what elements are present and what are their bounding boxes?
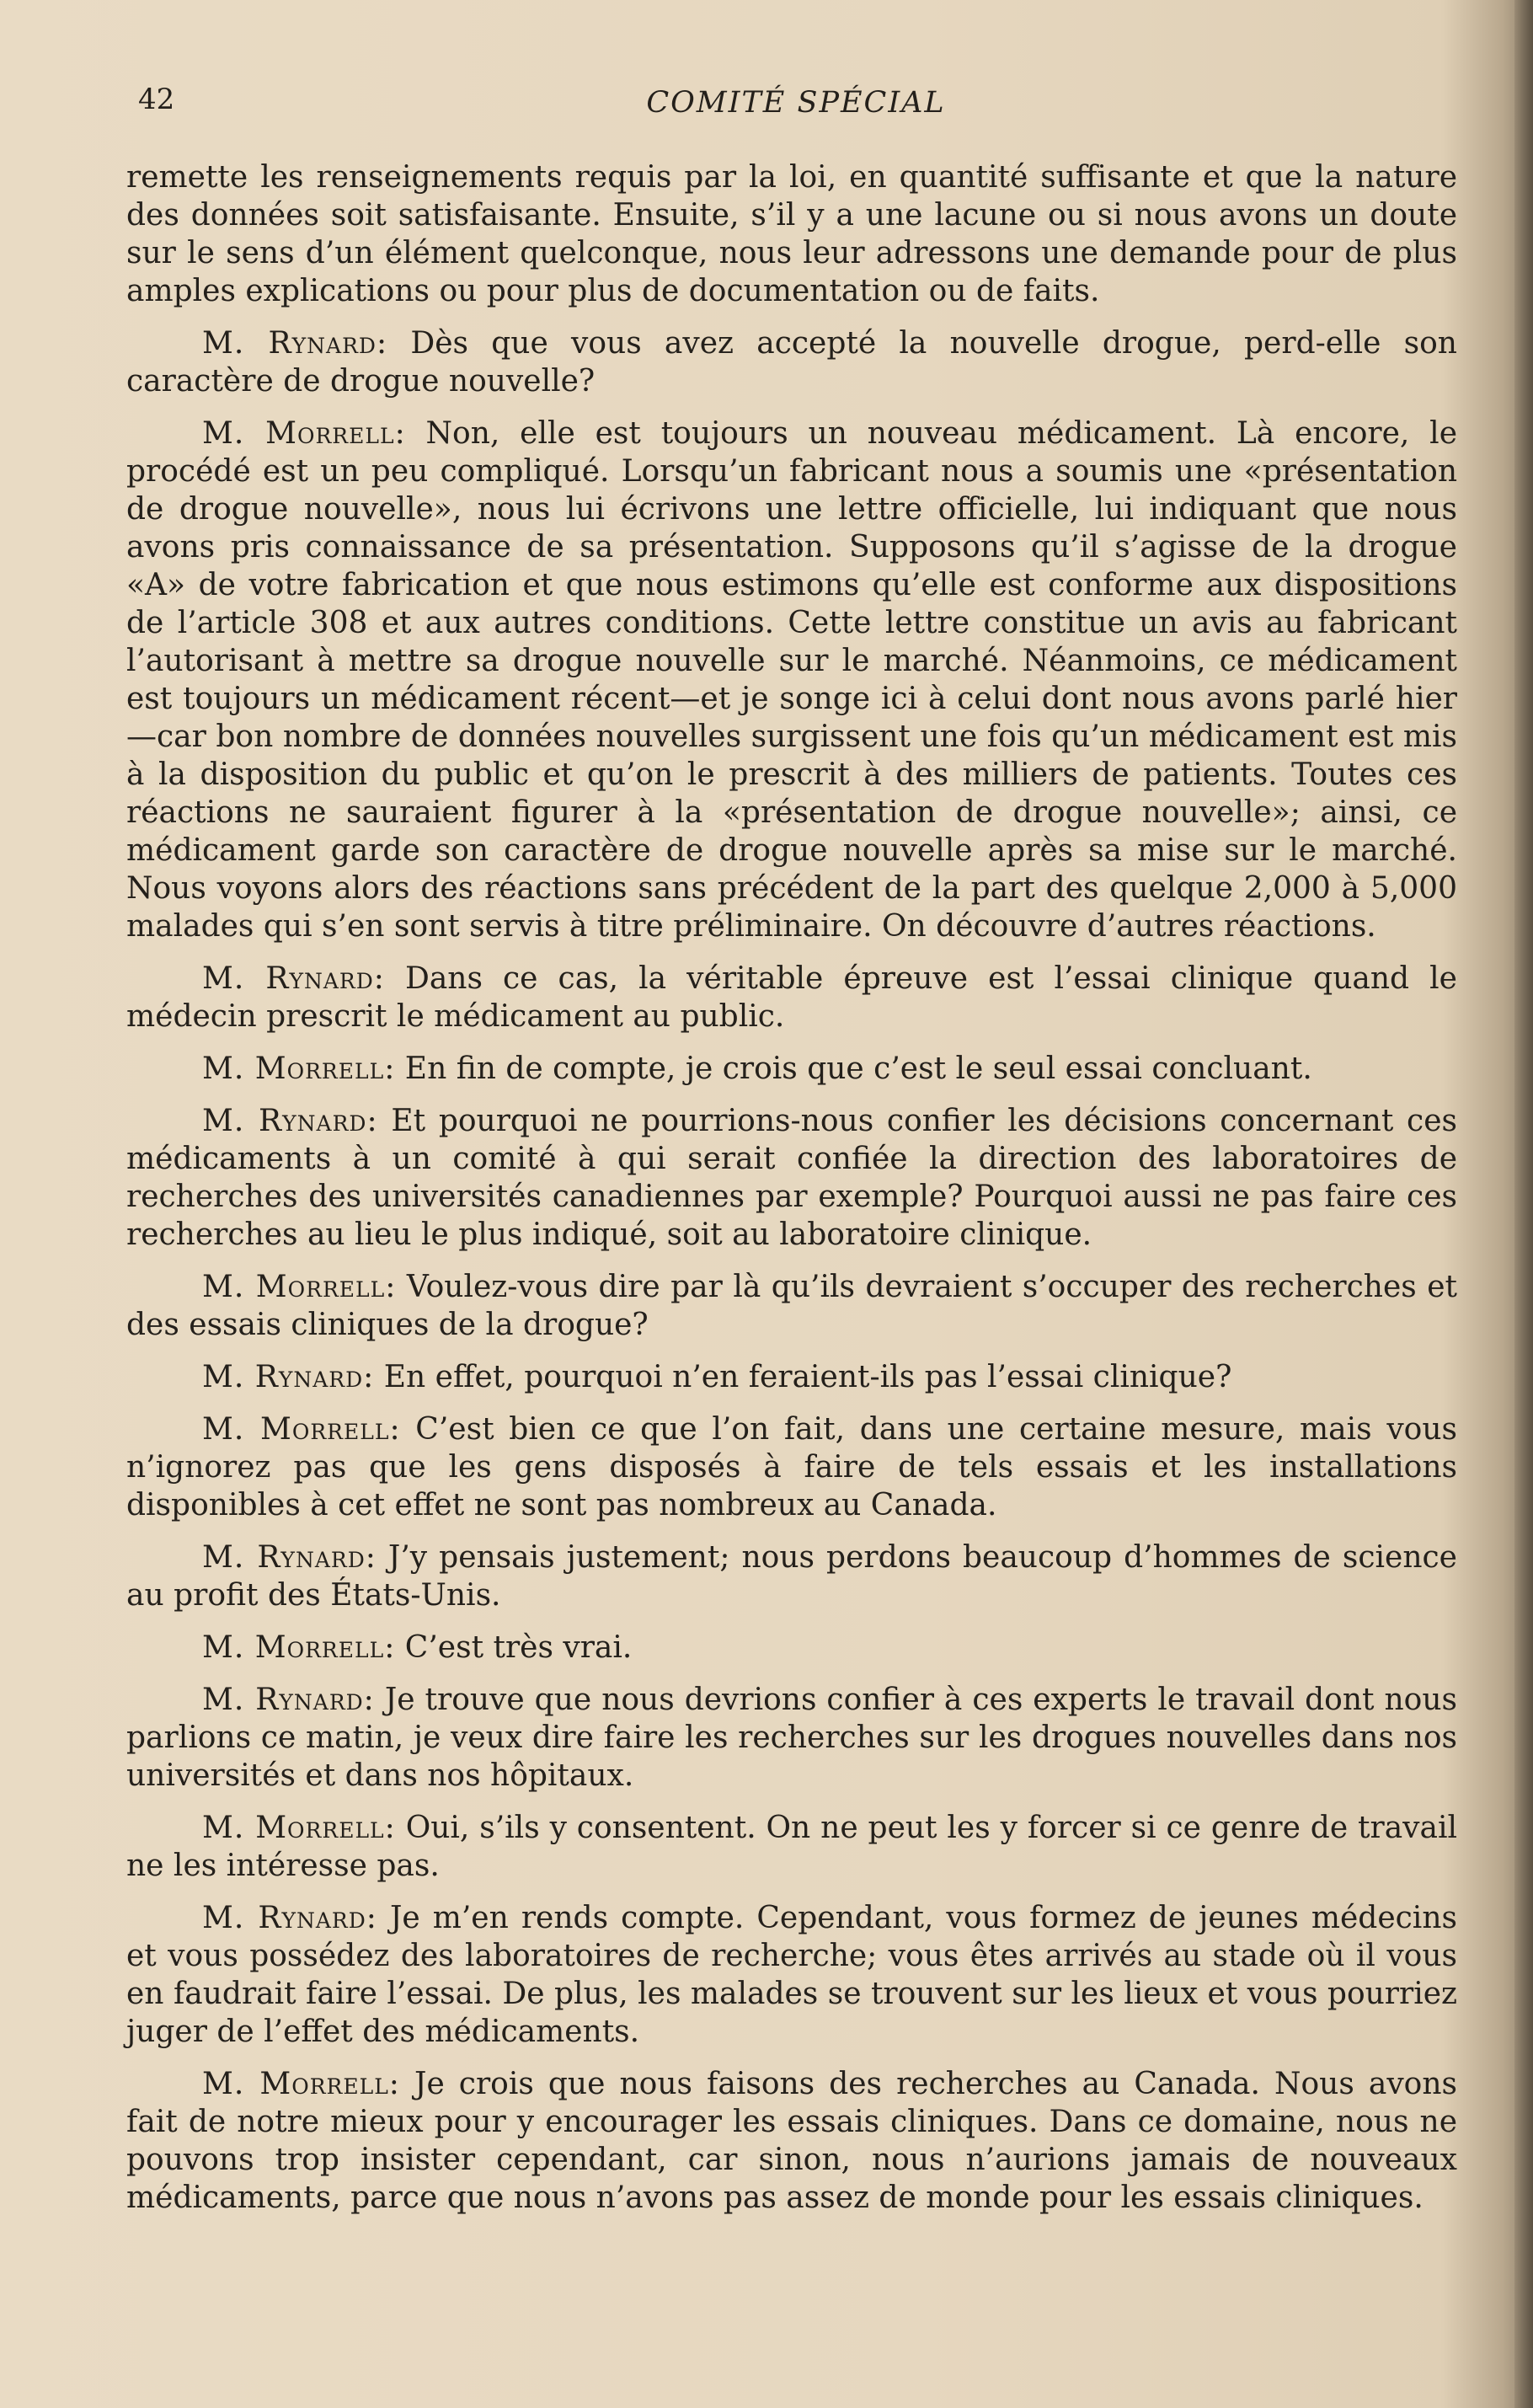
paragraph-text: En fin de compte, je crois que c’est le seul essai concluant. <box>404 1051 1312 1086</box>
paragraph-text: Oui, s’ils y consentent. On ne peut les y forcer si ce genre de travail ne les intéresse pas. <box>126 1811 1458 1883</box>
paragraph <box>126 960 1457 1035</box>
speaker-label: M. Rynard: <box>202 1901 377 1935</box>
speaker-label: M. Rynard: <box>202 1360 375 1394</box>
page-header <box>135 83 1457 133</box>
paragraph <box>126 158 1457 310</box>
page-number: 42 <box>138 83 175 116</box>
paragraph-text: Non, elle est toujours un nouveau médicament. Là encore, le procédé est un peu compliqué. Lorsqu’un fabricant nous a soumis une «présentation de drogue nouvelle», nous lui écrivons une lettre officielle, lui indiquant que nous avons pris connaissance de sa présentation. Supposons qu’il s’agisse de la drogue «A» de votre fabrication et que nous estimons qu’elle est conforme aux dispositions de l’article 308 et aux autres conditions. Cette lettre constitue un avis au fabricant l’autorisant à mettre sa drogue nouvelle sur le marché. Néanmoins, ce médicament est toujours un médicament récent—et je songe ici à celui dont nous avons parlé hier—car bon nombre de données nouvelles surgissent une fois qu’un médicament est mis à la disposition du public et qu’on le prescrit à des milliers de patients. Toutes ces réactions ne sauraient figurer à la «présentation de drogue nouvelle»; ainsi, ce médicament garde son caractère de drogue nouvelle après sa mise sur le marché. Nous voyons alors des réactions sans précédent de la part des quelque 2,000 à 5,000 malades qui s’en sont servis à titre préliminaire. On découvre d’autres réactions. <box>126 416 1457 944</box>
paragraph-text: Dès que vous avez accepté la nouvelle drogue, perd-elle son caractère de drogue nouvelle? <box>126 326 1457 399</box>
paragraph <box>126 1629 1457 1667</box>
paragraph-text: Je trouve que nous devrions confier à ces experts le travail dont nous parlions ce matin, je veux dire faire les recherches sur les drogues nouvelles dans nos universités et dans nos hôpitaux. <box>126 1683 1457 1793</box>
speaker-label: M. Morrell: <box>202 2067 400 2101</box>
paragraph <box>126 1358 1457 1396</box>
paragraph <box>126 324 1457 400</box>
paragraph <box>126 1538 1457 1614</box>
speaker-label: M. Rynard: <box>202 1683 375 1717</box>
speaker-label: M. Rynard: <box>202 326 388 361</box>
paragraph <box>126 1899 1457 2051</box>
paragraph <box>126 1102 1457 1254</box>
paragraph-text: Je m’en rends compte. Cependant, vous formez de jeunes médecins et vous possédez des laboratoires de recherche; vous êtes arrivés au stade où il vous en faudrait faire l’essai. De plus, les malades se trouvent sur les lieux et vous pourriez juger de l’effet des médicaments. <box>126 1901 1457 2049</box>
speaker-label: M. Morrell: <box>202 1412 401 1447</box>
paragraph-text: J’y pensais justement; nous perdons beaucoup d’hommes de science au profit des États-Unis. <box>126 1540 1457 1613</box>
paragraph-text: C’est très vrai. <box>404 1630 633 1665</box>
speaker-label: M. Rynard: <box>202 1540 377 1575</box>
speaker-label: M. Rynard: <box>202 961 385 996</box>
speaker-label: M. Rynard: <box>202 1104 378 1138</box>
body-text <box>126 158 1457 2231</box>
paragraph-text: En effet, pourquoi n’en feraient-ils pas l’essai clinique? <box>383 1360 1232 1394</box>
paragraph-text: Je crois que nous faisons des recherches au Canada. Nous avons fait de notre mieux pour y encourager les essais cliniques. Dans ce domaine, nous ne pouvons trop insister cependant, car sinon, nous n’aurions jamais de nouveaux médicaments, parce que nous n’avons pas assez de monde pour les essais cliniques. <box>126 2067 1458 2215</box>
paragraph <box>126 1050 1457 1088</box>
paragraph-text: C’est bien ce que l’on fait, dans une certaine mesure, mais vous n’ignorez pas que les gens disposés à faire de tels essais et les installations disponibles à cet effet ne sont pas nombreux au Canada. <box>126 1412 1457 1522</box>
paragraph-text: Dans ce cas, la véritable épreuve est l’essai clinique quand le médecin prescrit le médicament au public. <box>126 961 1457 1034</box>
paragraph-text: remette les renseignements requis par la loi, en quantité suffisante et que la nature des données soit satisfaisante. Ensuite, s’il y a une lacune ou si nous avons un doute sur le sens d’un élément quelconque, nous leur adressons une demande pour de plus amples explications ou pour plus de documentation ou de faits. <box>126 160 1457 308</box>
paragraph-text: Voulez-vous dire par là qu’ils devraient s’occuper des recherches et des essais cliniques de la drogue? <box>126 1270 1457 1342</box>
paragraph <box>126 415 1457 945</box>
paragraph <box>126 1681 1457 1795</box>
paragraph <box>126 2065 1457 2217</box>
paragraph <box>126 1268 1457 1344</box>
speaker-label: M. Morrell: <box>202 1630 396 1665</box>
paragraph <box>126 1410 1457 1524</box>
paragraph-text: Et pourquoi ne pourrions-nous confier les décisions concernant ces médicaments à un comité à qui serait confiée la direction des laboratoires de recherches des universités canadiennes par exemple? Pourquoi aussi ne pas faire ces recherches au lieu le plus indiqué, soit au laboratoire clinique. <box>126 1104 1457 1252</box>
running-title: COMITÉ SPÉCIAL <box>646 86 946 120</box>
speaker-label: M. Morrell: <box>202 1270 397 1304</box>
paragraph <box>126 1809 1457 1885</box>
book-spine-shadow <box>1514 0 1533 2408</box>
speaker-label: M. Morrell: <box>202 1051 396 1086</box>
speaker-label: M. Morrell: <box>202 416 406 451</box>
speaker-label: M. Morrell: <box>202 1811 396 1845</box>
